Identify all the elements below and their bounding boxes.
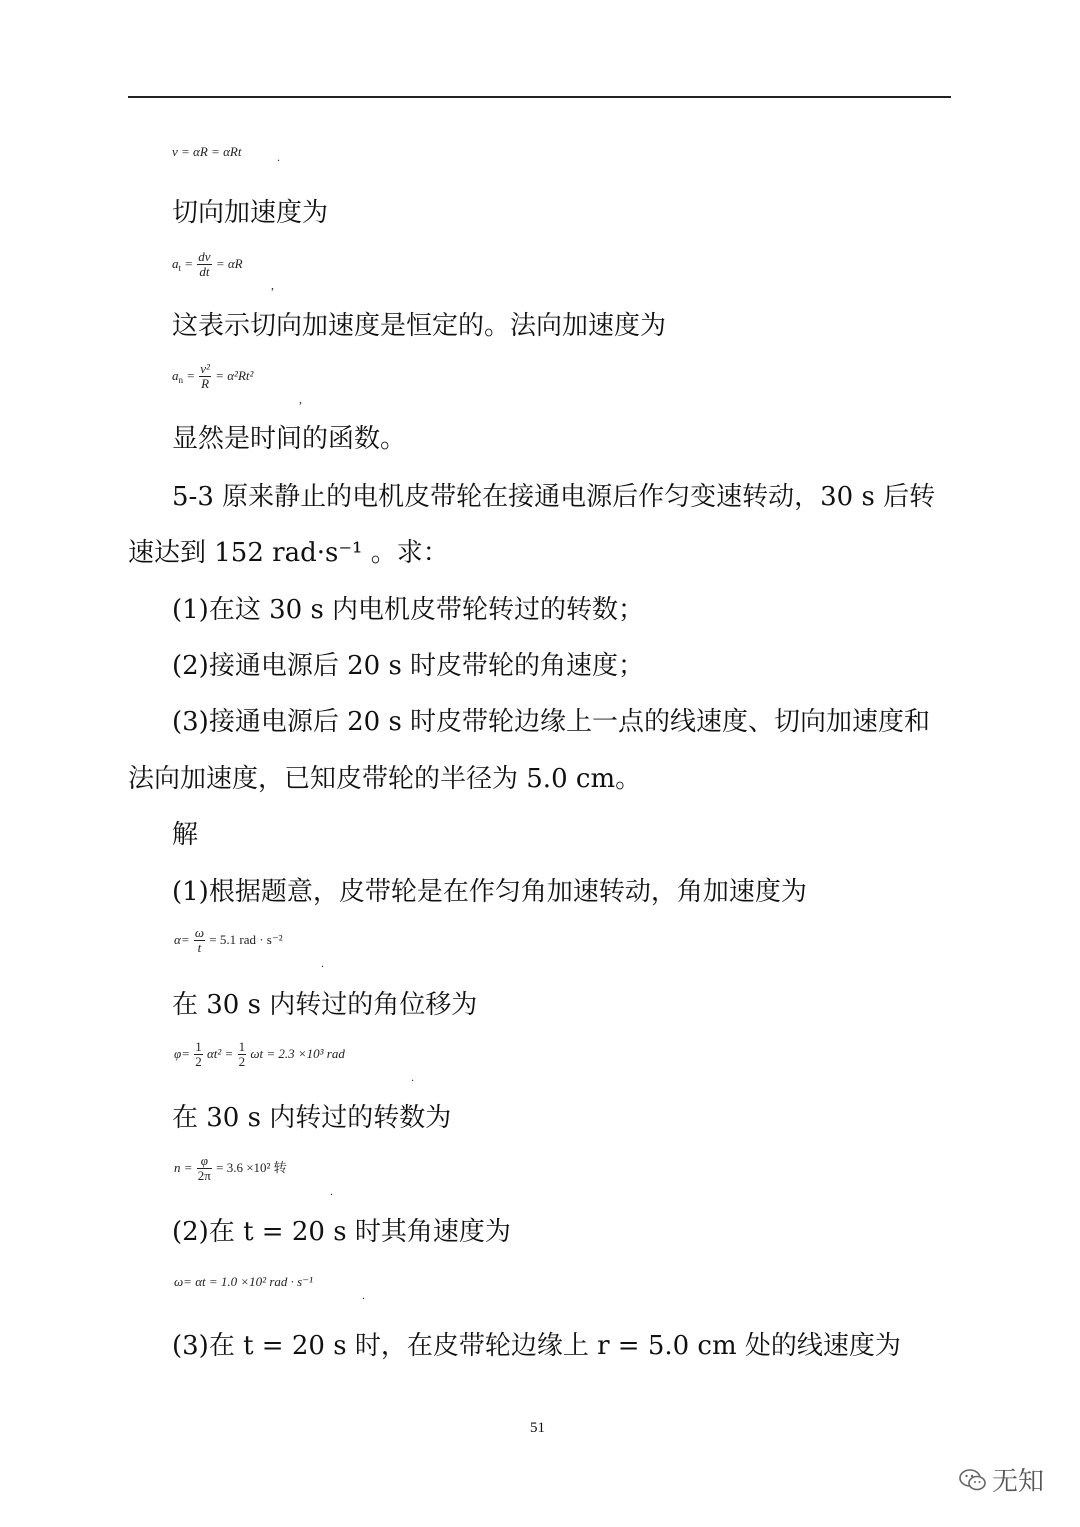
period-mark: . bbox=[330, 1184, 333, 1198]
text-line: 切向加速度为 bbox=[172, 198, 329, 228]
period-mark: . bbox=[277, 150, 280, 164]
solution-text: (3)在 t = 20 s 时，在皮带轮边缘上 r = 5.0 cm 处的线速度为 bbox=[172, 1331, 901, 1361]
solution-heading: 解 bbox=[172, 820, 199, 850]
header-rule bbox=[128, 96, 951, 98]
solution-text: 在 30 s 内转过的角位移为 bbox=[172, 990, 478, 1020]
formula-angular-displacement: φ= $\frac{1}{2}$ αt² = $\frac{1}{2}$ ωt = 2.3 ×10³ rad bbox=[174, 1039, 345, 1070]
question-3: (3)接通电源后 20 s 时皮带轮边缘上一点的线速度、切向加速度和 bbox=[172, 707, 931, 737]
question-3-cont: 法向加速度，已知皮带轮的半径为 5.0 cm。 bbox=[128, 764, 642, 794]
watermark bbox=[958, 1461, 1044, 1498]
question-2: (2)接通电源后 20 s 时皮带轮的角速度； bbox=[172, 651, 645, 681]
wechat-icon bbox=[958, 1467, 988, 1493]
question-1: (1)在这 30 s 内电机皮带轮转过的转数； bbox=[172, 595, 645, 625]
formula-velocity: v = αR = αRt bbox=[172, 144, 242, 159]
formula-revolutions: n = $\frac{\varphi}{2\pi}$ = 3.6 ×10² 转 bbox=[174, 1153, 287, 1184]
solution-text: (2)在 t = 20 s 时其角速度为 bbox=[172, 1217, 511, 1247]
period-mark: . bbox=[411, 1070, 414, 1084]
formula-normal-acceleration: $a_n$ = $\frac{\text{v²}}{R}$ = α²Rt² bbox=[172, 361, 254, 392]
problem-text: 速达到 152 rad·s⁻¹ 。求： bbox=[128, 538, 449, 568]
problem-text: 5-3 原来静止的电机皮带轮在接通电源后作匀变速转动，30 s 后转 bbox=[172, 482, 936, 512]
comma-mark: , bbox=[299, 392, 302, 406]
solution-text: (1)根据题意，皮带轮是在作匀角加速转动，角加速度为 bbox=[172, 877, 807, 907]
formula-angular-acceleration: α= $\frac{\omega}{t}$ = 5.1 rad · s⁻² bbox=[174, 925, 283, 956]
page-number: 51 bbox=[530, 1420, 545, 1436]
formula-angular-velocity: ω= αt = 1.0 ×10² rad · s⁻¹ bbox=[174, 1274, 313, 1289]
formula-tangential-acceleration: $a_t$ = $\frac{dv}{dt}$ = αR bbox=[172, 249, 243, 280]
watermark-text: 无知 bbox=[992, 1467, 1045, 1497]
text-line: 这表示切向加速度是恒定的。法向加速度为 bbox=[172, 311, 667, 341]
comma-mark: , bbox=[271, 278, 274, 292]
period-mark: . bbox=[362, 1288, 365, 1302]
text-line: 显然是时间的函数。 bbox=[172, 424, 407, 454]
period-mark: . bbox=[321, 956, 324, 970]
solution-text: 在 30 s 内转过的转数为 bbox=[172, 1103, 452, 1133]
